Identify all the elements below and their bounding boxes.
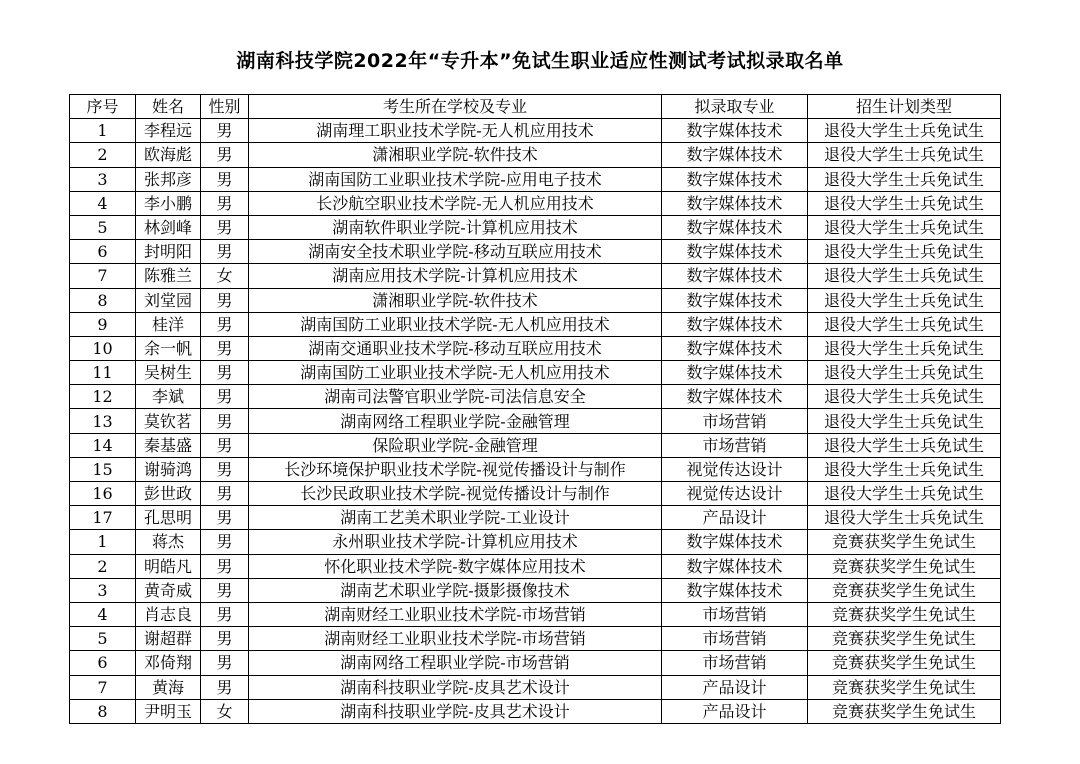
cell-admitted-major: 视觉传达设计 [662, 482, 808, 506]
table-body [70, 119, 1001, 724]
cell-plan-type: 退役大学生士兵免试生 [808, 215, 1001, 239]
cell-gender: 男 [201, 602, 249, 626]
cell-seq: 16 [70, 482, 136, 506]
cell-gender: 男 [201, 578, 249, 602]
cell-admitted-major: 数字媒体技术 [662, 361, 808, 385]
cell-name: 彭世政 [136, 482, 201, 506]
table-row [70, 506, 1001, 530]
header-name: 姓名 [136, 95, 201, 119]
cell-gender: 男 [201, 215, 249, 239]
header-seq: 序号 [70, 95, 136, 119]
cell-admitted-major: 数字媒体技术 [662, 336, 808, 360]
table-row [70, 264, 1001, 288]
cell-plan-type: 退役大学生士兵免试生 [808, 312, 1001, 336]
cell-school-major: 湖南理工职业技术学院-无人机应用技术 [249, 119, 662, 143]
cell-school-major: 湖南司法警官职业学院-司法信息安全 [249, 385, 662, 409]
cell-admitted-major: 市场营销 [662, 602, 808, 626]
table-row [70, 699, 1001, 723]
cell-name: 谢超群 [136, 627, 201, 651]
cell-school-major: 湖南科技职业学院-皮具艺术设计 [249, 699, 662, 723]
cell-admitted-major: 产品设计 [662, 699, 808, 723]
cell-name: 孔思明 [136, 506, 201, 530]
cell-school-major: 湖南财经工业职业技术学院-市场营销 [249, 627, 662, 651]
cell-name: 李小鹏 [136, 191, 201, 215]
cell-admitted-major: 市场营销 [662, 651, 808, 675]
table-row [70, 336, 1001, 360]
table-row [70, 457, 1001, 481]
cell-school-major: 湖南工艺美术职业学院-工业设计 [249, 506, 662, 530]
cell-gender: 男 [201, 119, 249, 143]
cell-name: 李程远 [136, 119, 201, 143]
cell-gender: 男 [201, 651, 249, 675]
cell-gender: 女 [201, 264, 249, 288]
header-plan-type: 招生计划类型 [808, 95, 1001, 119]
cell-gender: 男 [201, 336, 249, 360]
table-row [70, 482, 1001, 506]
cell-plan-type: 退役大学生士兵免试生 [808, 143, 1001, 167]
table-row [70, 191, 1001, 215]
cell-school-major: 潇湘职业学院-软件技术 [249, 288, 662, 312]
cell-seq: 2 [70, 554, 136, 578]
cell-school-major: 湖南国防工业职业技术学院-无人机应用技术 [249, 361, 662, 385]
cell-gender: 男 [201, 167, 249, 191]
cell-plan-type: 退役大学生士兵免试生 [808, 167, 1001, 191]
cell-name: 莫钦茗 [136, 409, 201, 433]
cell-seq: 2 [70, 143, 136, 167]
table-row [70, 167, 1001, 191]
table-row [70, 675, 1001, 699]
cell-plan-type: 竞赛获奖学生免试生 [808, 602, 1001, 626]
document-title: 湖南科技学院2022年“专升本”免试生职业适应性测试考试拟录取名单 [236, 50, 844, 72]
cell-seq: 8 [70, 699, 136, 723]
cell-plan-type: 退役大学生士兵免试生 [808, 506, 1001, 530]
cell-gender: 男 [201, 554, 249, 578]
cell-name: 邓倚翔 [136, 651, 201, 675]
cell-admitted-major: 数字媒体技术 [662, 554, 808, 578]
cell-gender: 男 [201, 143, 249, 167]
cell-plan-type: 竞赛获奖学生免试生 [808, 578, 1001, 602]
cell-school-major: 长沙民政职业技术学院-视觉传播设计与制作 [249, 482, 662, 506]
cell-seq: 4 [70, 602, 136, 626]
table-row [70, 143, 1001, 167]
table-row [70, 361, 1001, 385]
cell-admitted-major: 产品设计 [662, 506, 808, 530]
cell-plan-type: 竞赛获奖学生免试生 [808, 554, 1001, 578]
cell-seq: 3 [70, 167, 136, 191]
cell-seq: 15 [70, 457, 136, 481]
cell-name: 吴树生 [136, 361, 201, 385]
cell-plan-type: 竞赛获奖学生免试生 [808, 627, 1001, 651]
cell-plan-type: 竞赛获奖学生免试生 [808, 530, 1001, 554]
cell-seq: 17 [70, 506, 136, 530]
cell-plan-type: 退役大学生士兵免试生 [808, 119, 1001, 143]
cell-school-major: 湖南国防工业职业技术学院-应用电子技术 [249, 167, 662, 191]
cell-plan-type: 退役大学生士兵免试生 [808, 385, 1001, 409]
cell-name: 秦基盛 [136, 433, 201, 457]
cell-plan-type: 退役大学生士兵免试生 [808, 191, 1001, 215]
cell-gender: 男 [201, 288, 249, 312]
cell-seq: 6 [70, 240, 136, 264]
table-row [70, 215, 1001, 239]
header-admitted-major: 拟录取专业 [662, 95, 808, 119]
cell-school-major: 潇湘职业学院-软件技术 [249, 143, 662, 167]
cell-admitted-major: 数字媒体技术 [662, 578, 808, 602]
cell-plan-type: 退役大学生士兵免试生 [808, 482, 1001, 506]
cell-gender: 男 [201, 385, 249, 409]
cell-school-major: 湖南财经工业职业技术学院-市场营销 [249, 602, 662, 626]
cell-admitted-major: 视觉传达设计 [662, 457, 808, 481]
cell-admitted-major: 市场营销 [662, 409, 808, 433]
cell-admitted-major: 数字媒体技术 [662, 119, 808, 143]
table-row [70, 602, 1001, 626]
cell-seq: 5 [70, 627, 136, 651]
cell-name: 张邦彦 [136, 167, 201, 191]
cell-gender: 男 [201, 482, 249, 506]
cell-gender: 男 [201, 361, 249, 385]
cell-seq: 9 [70, 312, 136, 336]
cell-seq: 7 [70, 675, 136, 699]
cell-seq: 13 [70, 409, 136, 433]
cell-gender: 男 [201, 191, 249, 215]
cell-plan-type: 退役大学生士兵免试生 [808, 409, 1001, 433]
cell-seq: 5 [70, 215, 136, 239]
cell-plan-type: 竞赛获奖学生免试生 [808, 699, 1001, 723]
cell-school-major: 湖南艺术职业学院-摄影摄像技术 [249, 578, 662, 602]
cell-plan-type: 退役大学生士兵免试生 [808, 264, 1001, 288]
cell-name: 刘堂园 [136, 288, 201, 312]
cell-gender: 男 [201, 433, 249, 457]
cell-name: 谢骑鸿 [136, 457, 201, 481]
cell-name: 黄海 [136, 675, 201, 699]
cell-seq: 4 [70, 191, 136, 215]
cell-school-major: 长沙航空职业技术学院-无人机应用技术 [249, 191, 662, 215]
table-row [70, 651, 1001, 675]
cell-gender: 男 [201, 627, 249, 651]
cell-name: 欧海彪 [136, 143, 201, 167]
cell-school-major: 湖南科技职业学院-皮具艺术设计 [249, 675, 662, 699]
cell-seq: 1 [70, 119, 136, 143]
cell-school-major: 湖南网络工程职业学院-市场营销 [249, 651, 662, 675]
cell-name: 余一帆 [136, 336, 201, 360]
cell-school-major: 湖南应用技术学院-计算机应用技术 [249, 264, 662, 288]
cell-name: 封明阳 [136, 240, 201, 264]
cell-seq: 6 [70, 651, 136, 675]
cell-seq: 11 [70, 361, 136, 385]
cell-name: 桂洋 [136, 312, 201, 336]
header-school-major: 考生所在学校及专业 [249, 95, 662, 119]
cell-gender: 男 [201, 675, 249, 699]
cell-seq: 3 [70, 578, 136, 602]
cell-school-major: 湖南软件职业学院-计算机应用技术 [249, 215, 662, 239]
admission-table [69, 94, 1001, 724]
cell-admitted-major: 数字媒体技术 [662, 385, 808, 409]
cell-name: 尹明玉 [136, 699, 201, 723]
cell-admitted-major: 数字媒体技术 [662, 240, 808, 264]
table-row [70, 240, 1001, 264]
cell-school-major: 湖南网络工程职业学院-金融管理 [249, 409, 662, 433]
cell-plan-type: 退役大学生士兵免试生 [808, 288, 1001, 312]
cell-admitted-major: 数字媒体技术 [662, 167, 808, 191]
cell-name: 李斌 [136, 385, 201, 409]
cell-gender: 男 [201, 312, 249, 336]
cell-school-major: 长沙环境保护职业技术学院-视觉传播设计与制作 [249, 457, 662, 481]
cell-seq: 1 [70, 530, 136, 554]
cell-school-major: 湖南交通职业技术学院-移动互联应用技术 [249, 336, 662, 360]
cell-seq: 12 [70, 385, 136, 409]
table-row [70, 578, 1001, 602]
cell-admitted-major: 数字媒体技术 [662, 191, 808, 215]
cell-name: 蒋杰 [136, 530, 201, 554]
cell-admitted-major: 数字媒体技术 [662, 312, 808, 336]
cell-plan-type: 竞赛获奖学生免试生 [808, 651, 1001, 675]
cell-name: 陈雅兰 [136, 264, 201, 288]
cell-seq: 8 [70, 288, 136, 312]
cell-seq: 14 [70, 433, 136, 457]
cell-seq: 10 [70, 336, 136, 360]
cell-school-major: 湖南国防工业职业技术学院-无人机应用技术 [249, 312, 662, 336]
cell-admitted-major: 数字媒体技术 [662, 530, 808, 554]
cell-plan-type: 退役大学生士兵免试生 [808, 433, 1001, 457]
cell-plan-type: 退役大学生士兵免试生 [808, 336, 1001, 360]
cell-admitted-major: 市场营销 [662, 627, 808, 651]
cell-name: 肖志良 [136, 602, 201, 626]
cell-school-major: 永州职业技术学院-计算机应用技术 [249, 530, 662, 554]
cell-gender: 男 [201, 530, 249, 554]
cell-admitted-major: 数字媒体技术 [662, 288, 808, 312]
table-row [70, 385, 1001, 409]
cell-gender: 男 [201, 240, 249, 264]
cell-gender: 女 [201, 699, 249, 723]
cell-admitted-major: 市场营销 [662, 433, 808, 457]
table-row [70, 433, 1001, 457]
table-row [70, 530, 1001, 554]
cell-plan-type: 竞赛获奖学生免试生 [808, 675, 1001, 699]
table-row [70, 288, 1001, 312]
table-row [70, 627, 1001, 651]
cell-name: 明皓凡 [136, 554, 201, 578]
cell-seq: 7 [70, 264, 136, 288]
cell-school-major: 保险职业学院-金融管理 [249, 433, 662, 457]
cell-plan-type: 退役大学生士兵免试生 [808, 361, 1001, 385]
cell-gender: 男 [201, 409, 249, 433]
cell-plan-type: 退役大学生士兵免试生 [808, 457, 1001, 481]
header-gender: 性别 [201, 95, 249, 119]
cell-gender: 男 [201, 506, 249, 530]
cell-plan-type: 退役大学生士兵免试生 [808, 240, 1001, 264]
table-row [70, 119, 1001, 143]
cell-admitted-major: 数字媒体技术 [662, 215, 808, 239]
cell-name: 林剑峰 [136, 215, 201, 239]
cell-name: 黄奇威 [136, 578, 201, 602]
table-header-row [70, 95, 1001, 119]
table-row [70, 554, 1001, 578]
table-row [70, 312, 1001, 336]
cell-school-major: 怀化职业技术学院-数字媒体应用技术 [249, 554, 662, 578]
cell-admitted-major: 数字媒体技术 [662, 143, 808, 167]
cell-school-major: 湖南安全技术职业学院-移动互联应用技术 [249, 240, 662, 264]
cell-gender: 男 [201, 457, 249, 481]
cell-admitted-major: 产品设计 [662, 675, 808, 699]
table-row [70, 409, 1001, 433]
cell-admitted-major: 数字媒体技术 [662, 264, 808, 288]
